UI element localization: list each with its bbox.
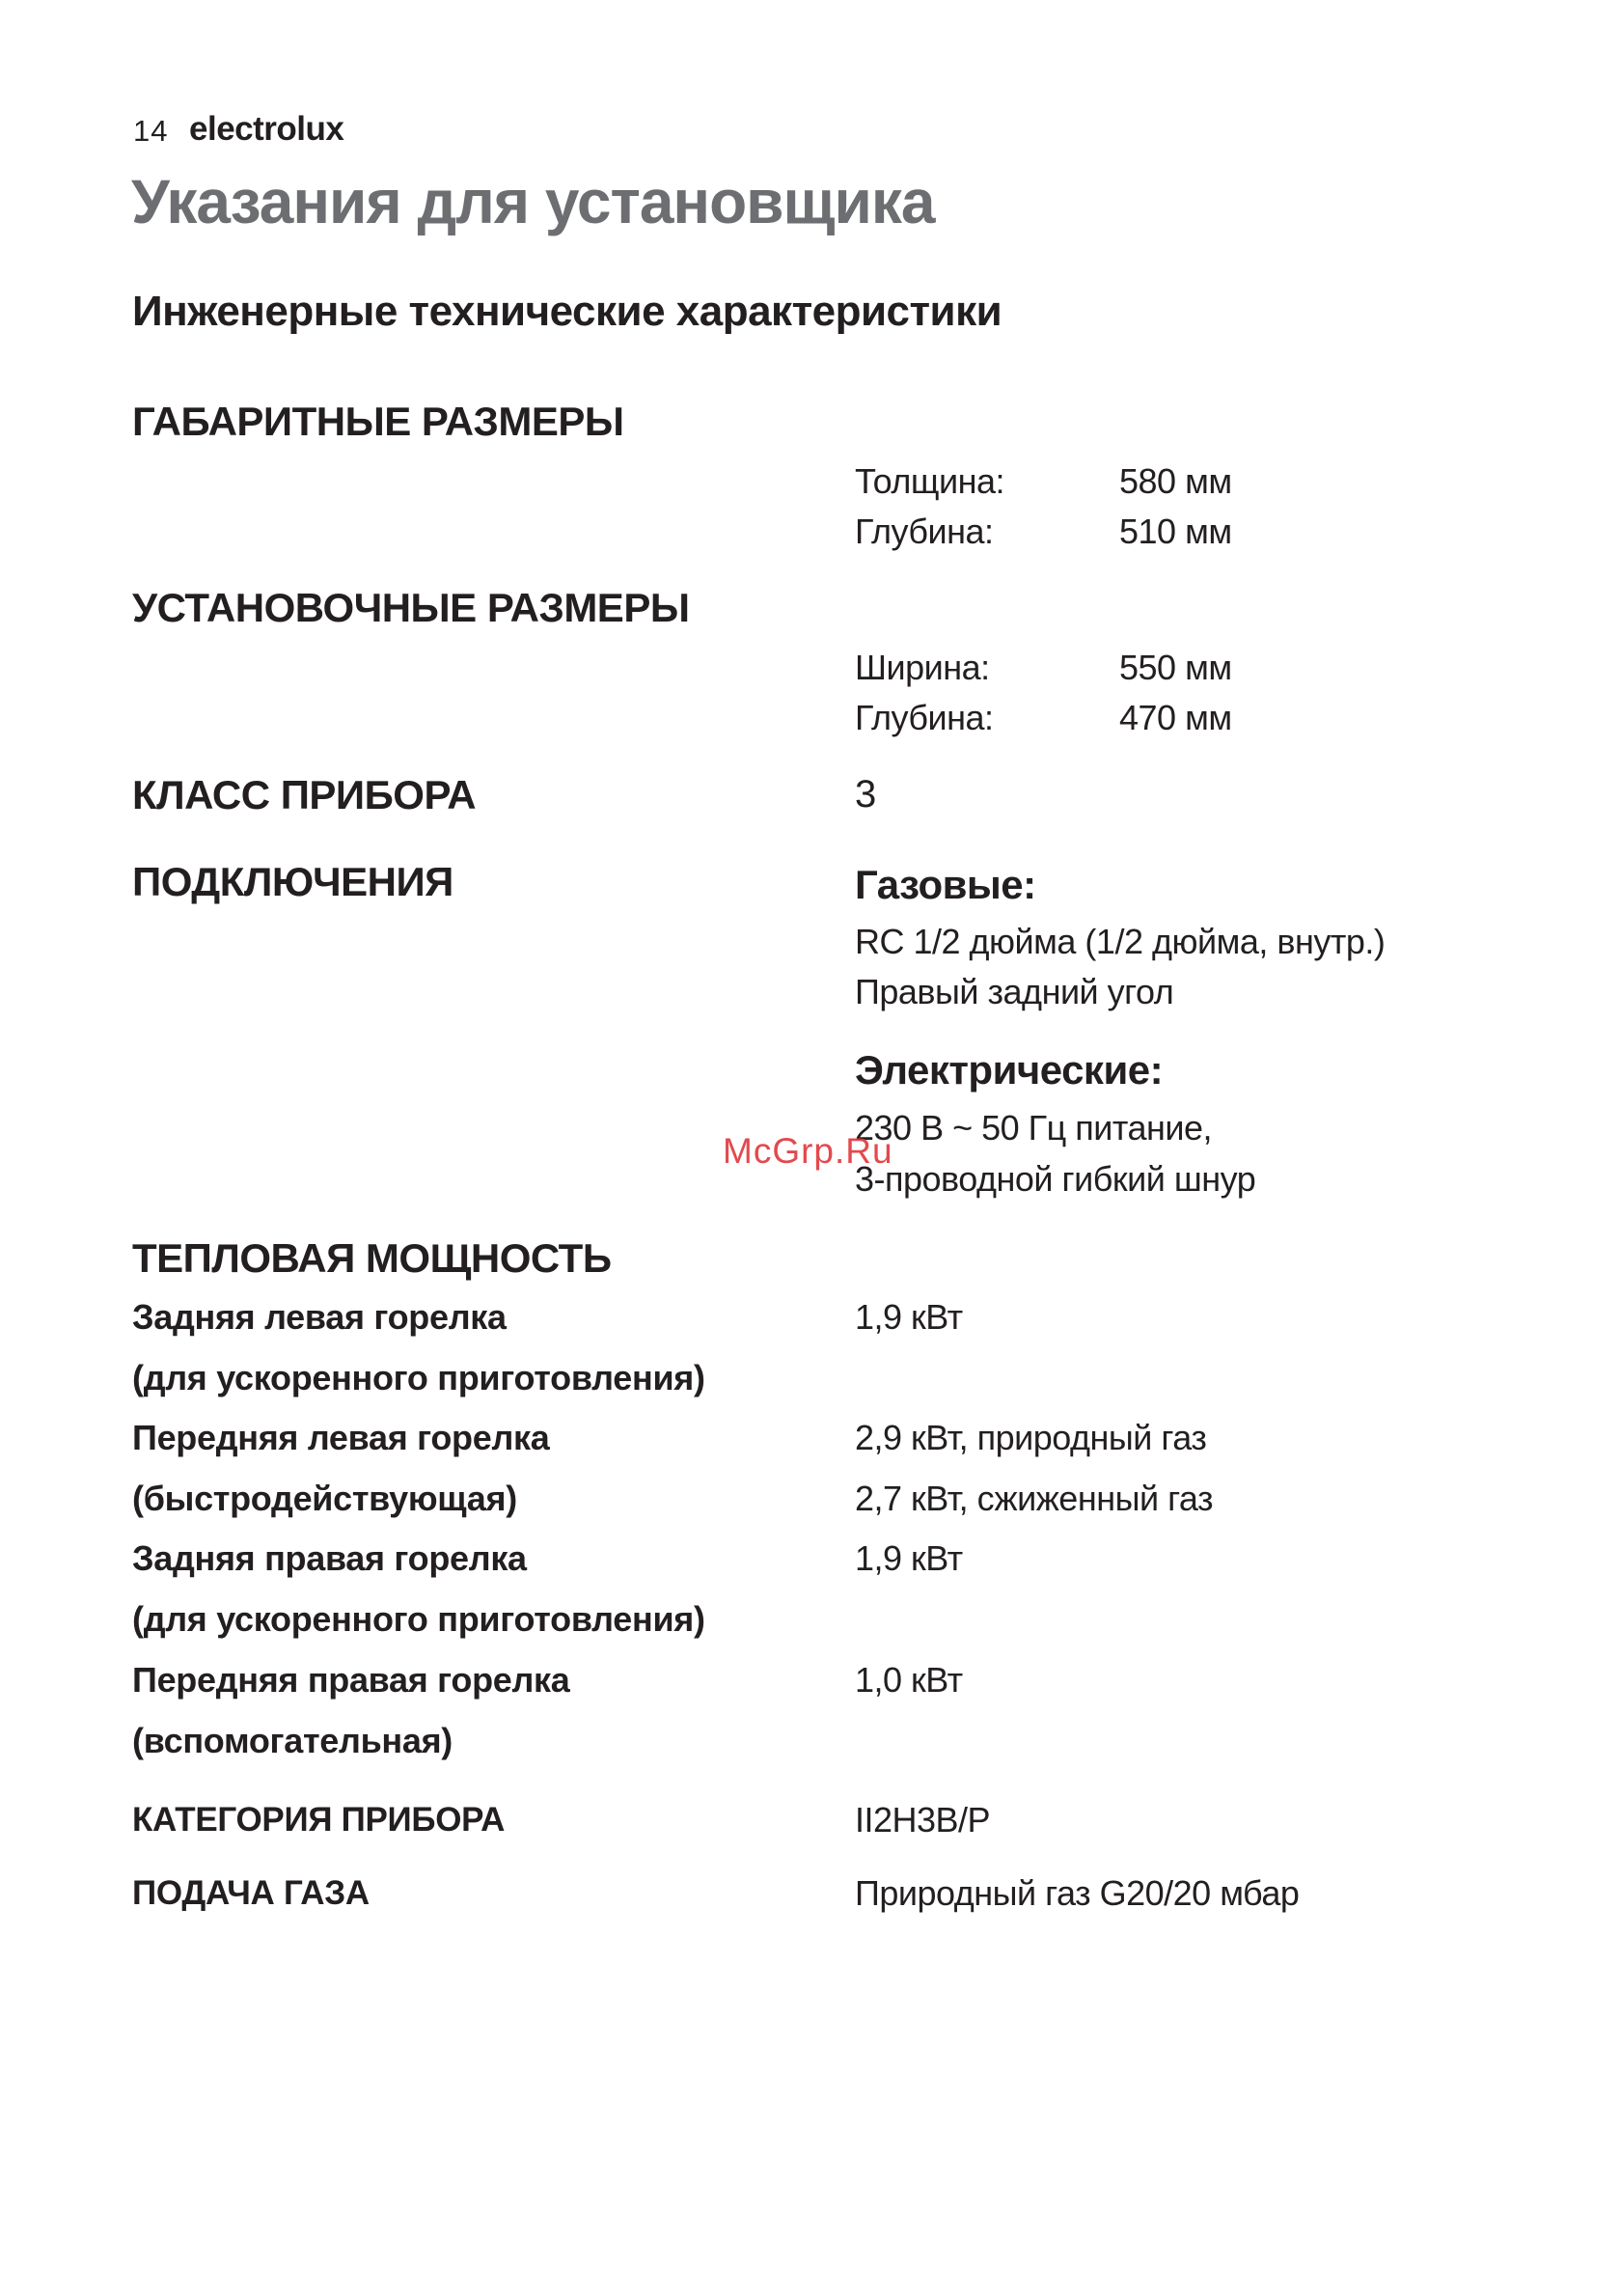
burner-label: Задняя правая горелка xyxy=(132,1538,527,1578)
burner-label: Задняя левая горелка xyxy=(132,1297,507,1337)
dimension-value: 510 мм xyxy=(1119,512,1232,551)
burner-label: Передняя правая горелка xyxy=(132,1660,570,1700)
gas-supply-value: Природный газ G20/20 мбар xyxy=(855,1873,1300,1913)
thermal-power-heading: ТЕПЛОВАЯ МОЩНОСТЬ xyxy=(132,1235,612,1281)
category-value: II2H3B/P xyxy=(855,1800,991,1840)
gas-connection-line: RC 1/2 дюйма (1/2 дюйма, внутр.) xyxy=(855,922,1386,961)
watermark: McGrp.Ru xyxy=(723,1131,893,1171)
installation-heading: УСТАНОВОЧНЫЕ РАЗМЕРЫ xyxy=(132,585,690,630)
appliance-class-heading: КЛАСС ПРИБОРА xyxy=(132,772,477,817)
gas-connection-line: Правый задний угол xyxy=(855,972,1174,1011)
installation-value: 470 мм xyxy=(1119,698,1232,737)
electric-connection-line: 230 В ~ 50 Гц питание, xyxy=(855,1108,1212,1148)
dimension-value: 580 мм xyxy=(1119,461,1232,501)
appliance-class-value: 3 xyxy=(855,773,877,816)
burner-label: (вспомогательная) xyxy=(132,1721,453,1760)
burner-label: Передняя левая горелка xyxy=(132,1418,550,1457)
page-subtitle: Инженерные технические характеристики xyxy=(132,288,1002,335)
burner-power: 1,0 кВт xyxy=(855,1660,963,1700)
burner-power: 1,9 кВт xyxy=(855,1538,963,1578)
electric-connection-title: Электрические: xyxy=(855,1047,1164,1093)
gas-supply-heading: ПОДАЧА ГАЗА xyxy=(132,1874,370,1912)
burner-label: (для ускоренного приготовления) xyxy=(132,1599,705,1639)
dimension-label: Толщина: xyxy=(855,461,1005,501)
installation-label: Ширина: xyxy=(855,648,990,687)
installation-label: Глубина: xyxy=(855,698,994,737)
burner-power: 1,9 кВт xyxy=(855,1297,963,1337)
burner-power: 2,9 кВт, природный газ xyxy=(855,1418,1207,1457)
page-number: 14 xyxy=(133,114,169,148)
dimension-label: Глубина: xyxy=(855,512,994,551)
gas-connection-title: Газовые: xyxy=(855,862,1036,907)
burner-label: (для ускоренного приготовления) xyxy=(132,1358,705,1397)
connections-heading: ПОДКЛЮЧЕНИЯ xyxy=(132,859,453,904)
installation-value: 550 мм xyxy=(1119,648,1232,687)
page-title: Указания для установщика xyxy=(131,167,935,236)
brand-logo: electrolux xyxy=(189,110,344,148)
category-heading: КАТЕГОРИЯ ПРИБОРА xyxy=(132,1801,506,1839)
burner-label: (быстродействующая) xyxy=(132,1479,517,1518)
electric-connection-line: 3-проводной гибкий шнур xyxy=(855,1159,1256,1199)
dimensions-heading: ГАБАРИТНЫЕ РАЗМЕРЫ xyxy=(132,399,624,444)
burner-power: 2,7 кВт, сжиженный газ xyxy=(855,1479,1214,1518)
